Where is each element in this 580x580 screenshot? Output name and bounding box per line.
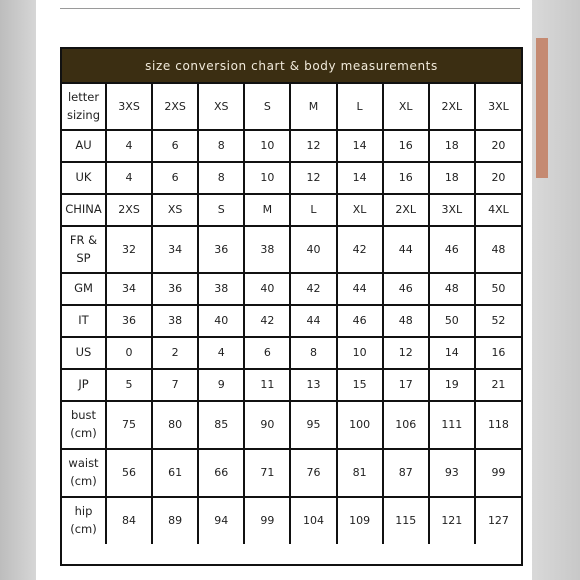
table-cell: 10 bbox=[244, 162, 290, 194]
table-cell: 8 bbox=[198, 162, 244, 194]
table-cell: 50 bbox=[475, 273, 521, 305]
row-label-text: (cm) bbox=[70, 426, 97, 440]
row-label bbox=[62, 273, 106, 305]
table-cell: XL bbox=[383, 84, 429, 130]
table-cell: 4 bbox=[106, 162, 152, 194]
table-cell: 16 bbox=[383, 162, 429, 194]
table-cell: 0 bbox=[106, 337, 152, 369]
row-label bbox=[62, 337, 106, 369]
table-cell: S bbox=[198, 194, 244, 226]
table-cell: 3XL bbox=[429, 194, 475, 226]
table-cell: 99 bbox=[475, 449, 521, 497]
table-cell: S bbox=[244, 84, 290, 130]
table-cell: 87 bbox=[383, 449, 429, 497]
table-row bbox=[62, 162, 521, 194]
table-cell: 118 bbox=[475, 401, 521, 449]
table-cell: 80 bbox=[152, 401, 198, 449]
table-cell: XS bbox=[152, 194, 198, 226]
table-cell: 21 bbox=[475, 369, 521, 401]
table-cell: 50 bbox=[429, 305, 475, 337]
table-cell: 100 bbox=[337, 401, 383, 449]
table-cell: 6 bbox=[244, 337, 290, 369]
table-cell: 106 bbox=[383, 401, 429, 449]
row-label bbox=[62, 369, 106, 401]
table-cell: 2XL bbox=[383, 194, 429, 226]
table-cell: 5 bbox=[106, 369, 152, 401]
row-label bbox=[62, 305, 106, 337]
table-row bbox=[62, 401, 521, 449]
table-cell: 42 bbox=[337, 226, 383, 273]
table-cell: 9 bbox=[198, 369, 244, 401]
table-row bbox=[62, 226, 521, 273]
row-label-text: AU bbox=[75, 138, 92, 153]
table-row bbox=[62, 84, 521, 130]
row-label bbox=[62, 162, 106, 194]
table-cell: 85 bbox=[198, 401, 244, 449]
table-cell: 36 bbox=[198, 226, 244, 273]
table-cell: 10 bbox=[337, 337, 383, 369]
table-cell: 2XS bbox=[152, 84, 198, 130]
table-cell: 12 bbox=[290, 130, 336, 162]
table-cell: 38 bbox=[152, 305, 198, 337]
table-cell: L bbox=[290, 194, 336, 226]
table-row bbox=[62, 369, 521, 401]
table-cell: 36 bbox=[106, 305, 152, 337]
table-cell: L bbox=[337, 84, 383, 130]
table-cell: 8 bbox=[290, 337, 336, 369]
table-cell: 16 bbox=[383, 130, 429, 162]
table-cell: 14 bbox=[429, 337, 475, 369]
table-cell: 16 bbox=[475, 337, 521, 369]
table-cell: 111 bbox=[429, 401, 475, 449]
table-cell: 99 bbox=[244, 497, 290, 544]
row-label-text: waist bbox=[68, 456, 99, 471]
row-label bbox=[62, 194, 106, 226]
table-cell: 46 bbox=[429, 226, 475, 273]
table-cell: 81 bbox=[337, 449, 383, 497]
table-cell: 40 bbox=[198, 305, 244, 337]
table-cell: 3XL bbox=[475, 84, 521, 130]
table-cell: 42 bbox=[244, 305, 290, 337]
table-cell: 52 bbox=[475, 305, 521, 337]
table-row bbox=[62, 497, 521, 544]
size-table-body bbox=[62, 84, 521, 544]
table-cell: 36 bbox=[152, 273, 198, 305]
table-cell: 10 bbox=[244, 130, 290, 162]
background-left-edge bbox=[0, 0, 36, 580]
row-label bbox=[62, 130, 106, 162]
table-cell: 14 bbox=[337, 130, 383, 162]
table-cell: 48 bbox=[429, 273, 475, 305]
row-label-text: GM bbox=[74, 281, 93, 296]
table-cell: 11 bbox=[244, 369, 290, 401]
table-cell: 93 bbox=[429, 449, 475, 497]
top-divider bbox=[60, 8, 520, 9]
table-cell: 6 bbox=[152, 162, 198, 194]
table-cell: 8 bbox=[198, 130, 244, 162]
row-label bbox=[62, 226, 106, 273]
table-row bbox=[62, 449, 521, 497]
table-cell: 121 bbox=[429, 497, 475, 544]
table-cell: 18 bbox=[429, 162, 475, 194]
table-row bbox=[62, 305, 521, 337]
table-cell: 46 bbox=[337, 305, 383, 337]
table-cell: 4 bbox=[106, 130, 152, 162]
row-label bbox=[62, 84, 106, 130]
table-cell: 15 bbox=[337, 369, 383, 401]
table-cell: 32 bbox=[106, 226, 152, 273]
table-cell: M bbox=[244, 194, 290, 226]
table-cell: 44 bbox=[337, 273, 383, 305]
table-row bbox=[62, 194, 521, 226]
row-label-text: CHINA bbox=[65, 202, 102, 217]
table-row bbox=[62, 273, 521, 305]
table-cell: 44 bbox=[383, 226, 429, 273]
row-label-text: (cm) bbox=[70, 522, 97, 536]
table-cell: 13 bbox=[290, 369, 336, 401]
table-cell: 14 bbox=[337, 162, 383, 194]
table-cell: 4 bbox=[198, 337, 244, 369]
table-cell: 20 bbox=[475, 130, 521, 162]
row-label-text: letter bbox=[67, 89, 100, 104]
table-cell: 6 bbox=[152, 130, 198, 162]
row-label-text: SP bbox=[76, 250, 91, 265]
table-cell: 94 bbox=[198, 497, 244, 544]
row-label-text: US bbox=[75, 345, 92, 360]
table-cell: XL bbox=[337, 194, 383, 226]
table-cell: 104 bbox=[290, 497, 336, 544]
row-label-text: FR & bbox=[69, 232, 98, 247]
table-cell: 3XS bbox=[106, 84, 152, 130]
table-cell: 38 bbox=[198, 273, 244, 305]
table-cell: 2XL bbox=[429, 84, 475, 130]
table-cell: 18 bbox=[429, 130, 475, 162]
table-cell: 34 bbox=[106, 273, 152, 305]
background-right-edge bbox=[532, 0, 580, 580]
table-cell: 12 bbox=[290, 162, 336, 194]
table-cell: 115 bbox=[383, 497, 429, 544]
table-cell: 2 bbox=[152, 337, 198, 369]
table-cell: 48 bbox=[383, 305, 429, 337]
table-cell: 109 bbox=[337, 497, 383, 544]
table-cell: M bbox=[290, 84, 336, 130]
table-cell: 56 bbox=[106, 449, 152, 497]
row-label-text: JP bbox=[78, 377, 89, 392]
table-cell: 44 bbox=[290, 305, 336, 337]
row-label bbox=[62, 449, 106, 497]
chart-title: size conversion chart & body measurements bbox=[62, 49, 521, 84]
table-cell: 46 bbox=[383, 273, 429, 305]
size-table bbox=[62, 84, 521, 544]
table-cell: 89 bbox=[152, 497, 198, 544]
table-cell: 84 bbox=[106, 497, 152, 544]
table-cell: 7 bbox=[152, 369, 198, 401]
table-cell: 34 bbox=[152, 226, 198, 273]
table-cell: 40 bbox=[290, 226, 336, 273]
row-label-text: IT bbox=[78, 313, 89, 328]
table-cell: 40 bbox=[244, 273, 290, 305]
row-label bbox=[62, 401, 106, 449]
table-cell: 42 bbox=[290, 273, 336, 305]
table-cell: 95 bbox=[290, 401, 336, 449]
table-cell: 4XL bbox=[475, 194, 521, 226]
table-cell: 90 bbox=[244, 401, 290, 449]
background-accent-strip bbox=[536, 38, 548, 178]
table-cell: 48 bbox=[475, 226, 521, 273]
table-cell: 71 bbox=[244, 449, 290, 497]
table-cell: 75 bbox=[106, 401, 152, 449]
table-cell: 66 bbox=[198, 449, 244, 497]
table-row bbox=[62, 337, 521, 369]
table-cell: 38 bbox=[244, 226, 290, 273]
table-cell: 20 bbox=[475, 162, 521, 194]
row-label-text: sizing bbox=[66, 107, 100, 122]
table-cell: 12 bbox=[383, 337, 429, 369]
row-label-text: (cm) bbox=[70, 474, 97, 488]
row-label bbox=[62, 497, 106, 544]
table-row bbox=[62, 130, 521, 162]
size-chart bbox=[60, 47, 523, 566]
row-label-text: UK bbox=[75, 170, 92, 185]
table-cell: 17 bbox=[383, 369, 429, 401]
table-cell: 2XS bbox=[106, 194, 152, 226]
table-cell: 76 bbox=[290, 449, 336, 497]
table-cell: XS bbox=[198, 84, 244, 130]
row-label-text: bust bbox=[70, 408, 97, 423]
table-cell: 127 bbox=[475, 497, 521, 544]
table-cell: 19 bbox=[429, 369, 475, 401]
page-sheet bbox=[36, 0, 532, 580]
table-cell: 61 bbox=[152, 449, 198, 497]
row-label-text: hip bbox=[74, 504, 93, 519]
